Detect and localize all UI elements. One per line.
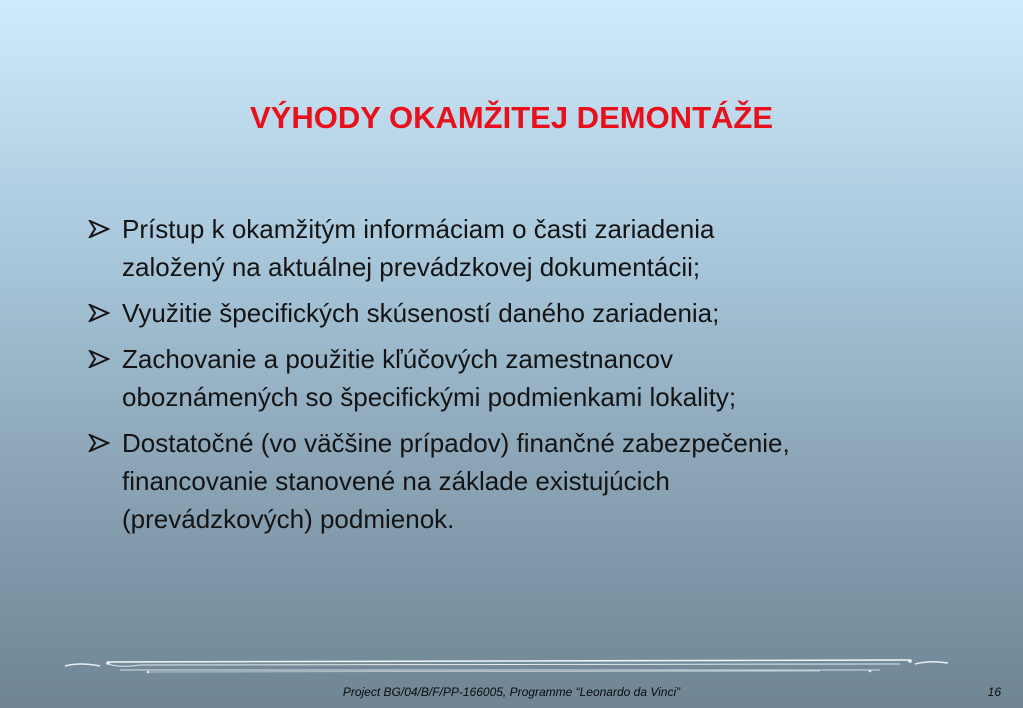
arrowhead-bullet-icon bbox=[88, 340, 112, 378]
bullet-list bbox=[84, 210, 964, 546]
bullet-line: (prevádzkových) podmienok. bbox=[122, 504, 455, 534]
bullet-line: Prístup k okamžitým informáciam o časti zariadenia bbox=[122, 214, 715, 244]
arrowhead-bullet-icon bbox=[88, 424, 112, 462]
bullet-item bbox=[84, 210, 964, 286]
slide-title: VÝHODY OKAMŽITEJ DEMONTÁŽE bbox=[249, 100, 774, 135]
bullet-item bbox=[84, 294, 964, 332]
arrowhead-bullet-icon bbox=[88, 210, 112, 248]
page-number: 16 bbox=[987, 685, 1001, 699]
bullet-line: Zachovanie a použitie kľúčových zamestnancov bbox=[122, 344, 673, 374]
bullet-line: financovanie stanovené na základe existujúcich bbox=[122, 466, 670, 496]
footer-decorative-lines bbox=[60, 652, 960, 682]
bullet-line: oboznámených so špecifickými podmienkami lokality; bbox=[122, 382, 737, 412]
bullet-line: založený na aktuálnej prevádzkovej dokumentácii; bbox=[122, 252, 701, 282]
footer-project-text: Project BG/04/B/F/PP-166005, Programme “Leonardo da Vinci” bbox=[342, 685, 681, 699]
bullet-line: Dostatočné (vo väčšine prípadov) finančné zabezpečenie, bbox=[122, 428, 790, 458]
bullet-line: Využitie špecifických skúseností daného zariadenia; bbox=[122, 298, 720, 328]
bullet-item bbox=[84, 424, 964, 538]
bullet-item bbox=[84, 340, 964, 416]
arrowhead-bullet-icon bbox=[88, 294, 112, 332]
